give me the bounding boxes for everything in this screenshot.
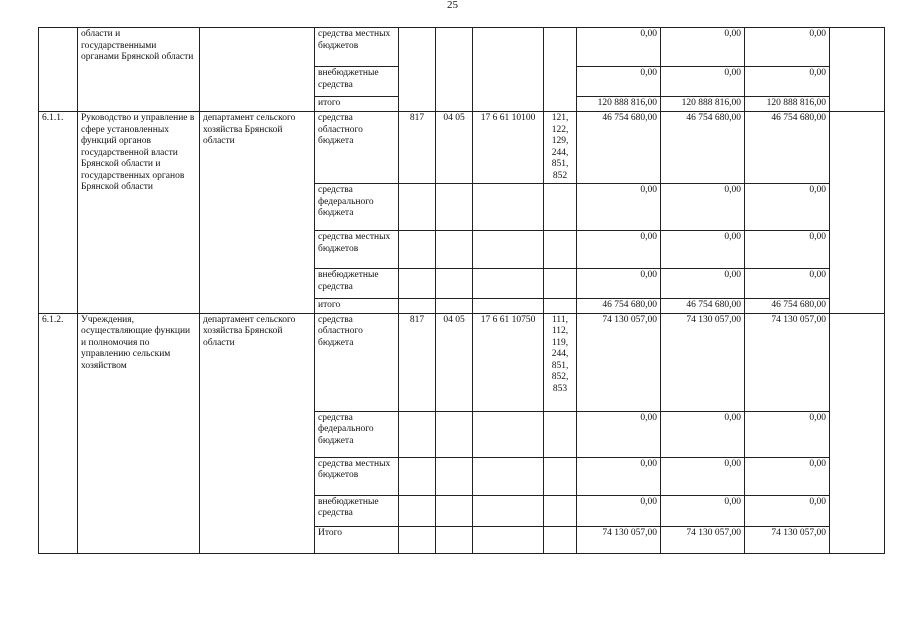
amount-year-1: 0,00 (577, 67, 661, 97)
amount-year-1: 0,00 (577, 28, 661, 67)
amount-year-1: 0,00 (577, 184, 661, 231)
amount-year-1: 46 754 680,00 (577, 299, 661, 314)
amount-year-2: 0,00 (661, 231, 745, 269)
rz-pr-code: 04 05 (436, 112, 473, 184)
item-name: области и государственными органами Брянской области (78, 28, 200, 112)
vr-code: 121, 122, 129, 244, 851, 852 (544, 112, 577, 184)
vr-code (544, 28, 577, 112)
amount-year-3: 0,00 (745, 184, 830, 231)
item-number (39, 28, 78, 112)
amount-year-3: 74 130 057,00 (745, 313, 830, 411)
amount-year-3: 0,00 (745, 269, 830, 299)
amount-year-2: 0,00 (661, 269, 745, 299)
amount-year-2: 0,00 (661, 411, 745, 457)
rz-pr-code: 04 05 (436, 313, 473, 411)
amount-year-3: 74 130 057,00 (745, 526, 830, 553)
amount-year-1: 120 888 816,00 (577, 97, 661, 112)
rz-pr-code (436, 28, 473, 112)
amount-year-2: 46 754 680,00 (661, 299, 745, 314)
amount-year-3: 0,00 (745, 495, 830, 526)
note-cell (830, 28, 885, 112)
amount-year-3: 46 754 680,00 (745, 299, 830, 314)
page-number: 25 (447, 0, 458, 11)
cs-code: 17 6 61 10100 (473, 112, 544, 184)
amount-year-1: 0,00 (577, 411, 661, 457)
amount-year-1: 46 754 680,00 (577, 112, 661, 184)
amount-year-1: 74 130 057,00 (577, 526, 661, 553)
table-row (39, 112, 885, 184)
funding-source: средства федерального бюджета (315, 184, 399, 231)
funding-source: средства федерального бюджета (315, 411, 399, 457)
funding-source: итого (315, 97, 399, 112)
item-number: 6.1.2. (39, 313, 78, 553)
amount-year-2: 0,00 (661, 457, 745, 495)
grbs-code: 817 (399, 313, 436, 411)
amount-year-2: 0,00 (661, 495, 745, 526)
funding-source: внебюджетные средства (315, 495, 399, 526)
amount-year-2: 46 754 680,00 (661, 112, 745, 184)
funding-source: Итого (315, 526, 399, 553)
note-cell (830, 313, 885, 553)
table-row (39, 313, 885, 411)
amount-year-3: 0,00 (745, 231, 830, 269)
item-number: 6.1.1. (39, 112, 78, 314)
amount-year-3: 0,00 (745, 28, 830, 67)
amount-year-2: 74 130 057,00 (661, 313, 745, 411)
grbs-code: 817 (399, 112, 436, 184)
amount-year-1: 0,00 (577, 231, 661, 269)
funding-source: средства областного бюджета (315, 313, 399, 411)
amount-year-1: 0,00 (577, 495, 661, 526)
funding-source: итого (315, 299, 399, 314)
item-executor: департамент сельского хозяйства Брянской области (200, 112, 315, 314)
table-row (39, 28, 885, 67)
grbs-code (399, 28, 436, 112)
amount-year-1: 0,00 (577, 457, 661, 495)
item-executor (200, 28, 315, 112)
amount-year-1: 0,00 (577, 269, 661, 299)
amount-year-3: 0,00 (745, 457, 830, 495)
amount-year-1: 74 130 057,00 (577, 313, 661, 411)
funding-source: средства местных бюджетов (315, 28, 399, 67)
funding-source: внебюджетные средства (315, 67, 399, 97)
funding-source: средства местных бюджетов (315, 457, 399, 495)
cs-code (473, 28, 544, 112)
cs-code: 17 6 61 10750 (473, 313, 544, 411)
amount-year-2: 0,00 (661, 28, 745, 67)
amount-year-3: 0,00 (745, 67, 830, 97)
amount-year-3: 46 754 680,00 (745, 112, 830, 184)
amount-year-2: 0,00 (661, 184, 745, 231)
funding-source: внебюджетные средства (315, 269, 399, 299)
amount-year-2: 0,00 (661, 67, 745, 97)
amount-year-3: 0,00 (745, 411, 830, 457)
budget-table (38, 27, 885, 554)
vr-code: 111, 112, 119, 244, 851, 852, 853 (544, 313, 577, 411)
note-cell (830, 112, 885, 314)
item-executor: департамент сельского хозяйства Брянской области (200, 313, 315, 553)
funding-source: средства местных бюджетов (315, 231, 399, 269)
funding-source: средства областного бюджета (315, 112, 399, 184)
amount-year-2: 74 130 057,00 (661, 526, 745, 553)
amount-year-3: 120 888 816,00 (745, 97, 830, 112)
item-name: Руководство и управление в сфере установленных функций органов государственной власти Брянской области и государственных органов Брянской области (78, 112, 200, 314)
item-name: Учреждения, осуществляющие функции и полномочия по управлению сельским хозяйством (78, 313, 200, 553)
amount-year-2: 120 888 816,00 (661, 97, 745, 112)
